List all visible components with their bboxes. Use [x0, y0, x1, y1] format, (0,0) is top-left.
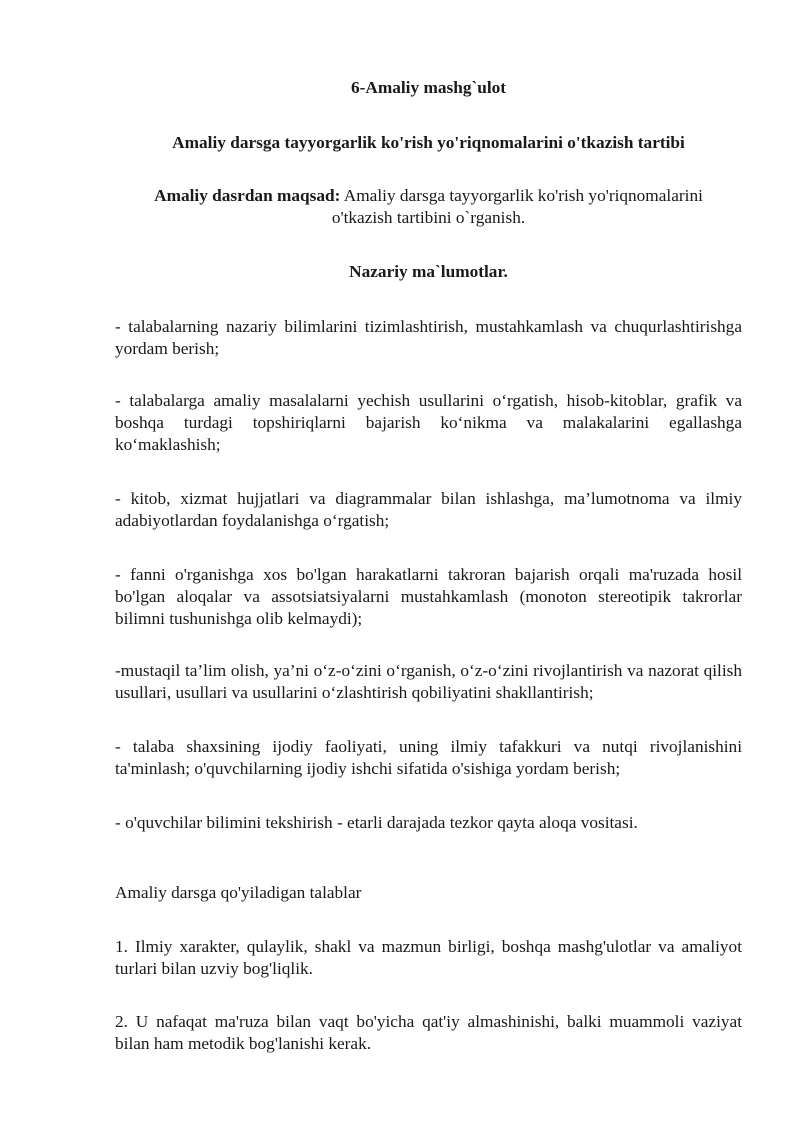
requirement-item-1: 1. Ilmiy xarakter, qulaylik, shakl va mazmun birligi, boshqa mashg'ulotlar va amaliyot turlari bilan uzviy bog'liqlik. [115, 937, 742, 978]
theory-paragraph-5: -mustaqil ta’lim olish, ya’ni o‘z-o‘zini o‘rganish, o‘z-o‘zini rivojlantirish va nazorat qilish usullari, usullari va usullarini o‘zlashtirish qobiliyatini shakllantirish; [115, 661, 742, 702]
goal-label: Amaliy dasrdan maqsad: [154, 186, 341, 205]
theory-heading: Nazariy ma`lumotlar. [349, 262, 508, 281]
goal-text-line2: o'tkazish tartibini o`rganish. [331, 208, 526, 227]
theory-paragraph-6: - talaba shaxsining ijodiy faoliyati, uning ilmiy tafakkuri va nutqi rivojlanishini ta'minlash; o'quvchilarning ijodiy ishchi sifatida o'sishiga yordam berish; [115, 737, 742, 778]
document-title: 6-Amaliy mashg`ulot [350, 78, 507, 97]
requirement-item-2: 2. U nafaqat ma'ruza bilan vaqt bo'yicha qat'iy almashinishi, balki muammoli vaziyat bilan ham metodik bog'lanishi kerak. [115, 1012, 742, 1053]
theory-paragraph-1: - talabalarning nazariy bilimlarini tizimlashtirish, mustahkamlash va chuqurlashtirishga yordam berish; [115, 317, 742, 358]
theory-paragraph-4: - fanni o'rganishga xos bo'lgan harakatlarni takroran bajarish orqali ma'ruzada hosil bo'lgan aloqalar va assotsiatsiyalarni mustahkamlash (monoton stereotipik takrorlar bilimni tushunishga olib kelmaydi); [115, 565, 742, 628]
theory-paragraph-7: - o'quvchilar bilimini tekshirish - etarli darajada tezkor qayta aloqa vositasi. [115, 813, 638, 832]
theory-paragraph-2: - talabalarga amaliy masalalarni yechish usullarini o‘rgatish, hisob-kitoblar, grafik va boshqa turdagi topshiriqlarni bajarish ko‘nikma va malakalarini egallashga ko‘maklashish; [115, 391, 742, 454]
document-subtitle: Amaliy darsga tayyorgarlik ko'rish yo'riqnomalarini o'tkazish tartibi [172, 133, 685, 152]
goal-section [115, 185, 742, 229]
requirements-heading: Amaliy darsga qo'yiladigan talablar [115, 883, 362, 902]
theory-paragraph-3: - kitob, xizmat hujjatlari va diagrammalar bilan ishlashga, ma’lumotnoma va ilmiy adabiyotlardan foydalanishga o‘rgatish; [115, 489, 742, 530]
goal-text-line1: Amaliy darsga tayyorgarlik ko'rish yo'riqnomalarini [340, 186, 703, 205]
